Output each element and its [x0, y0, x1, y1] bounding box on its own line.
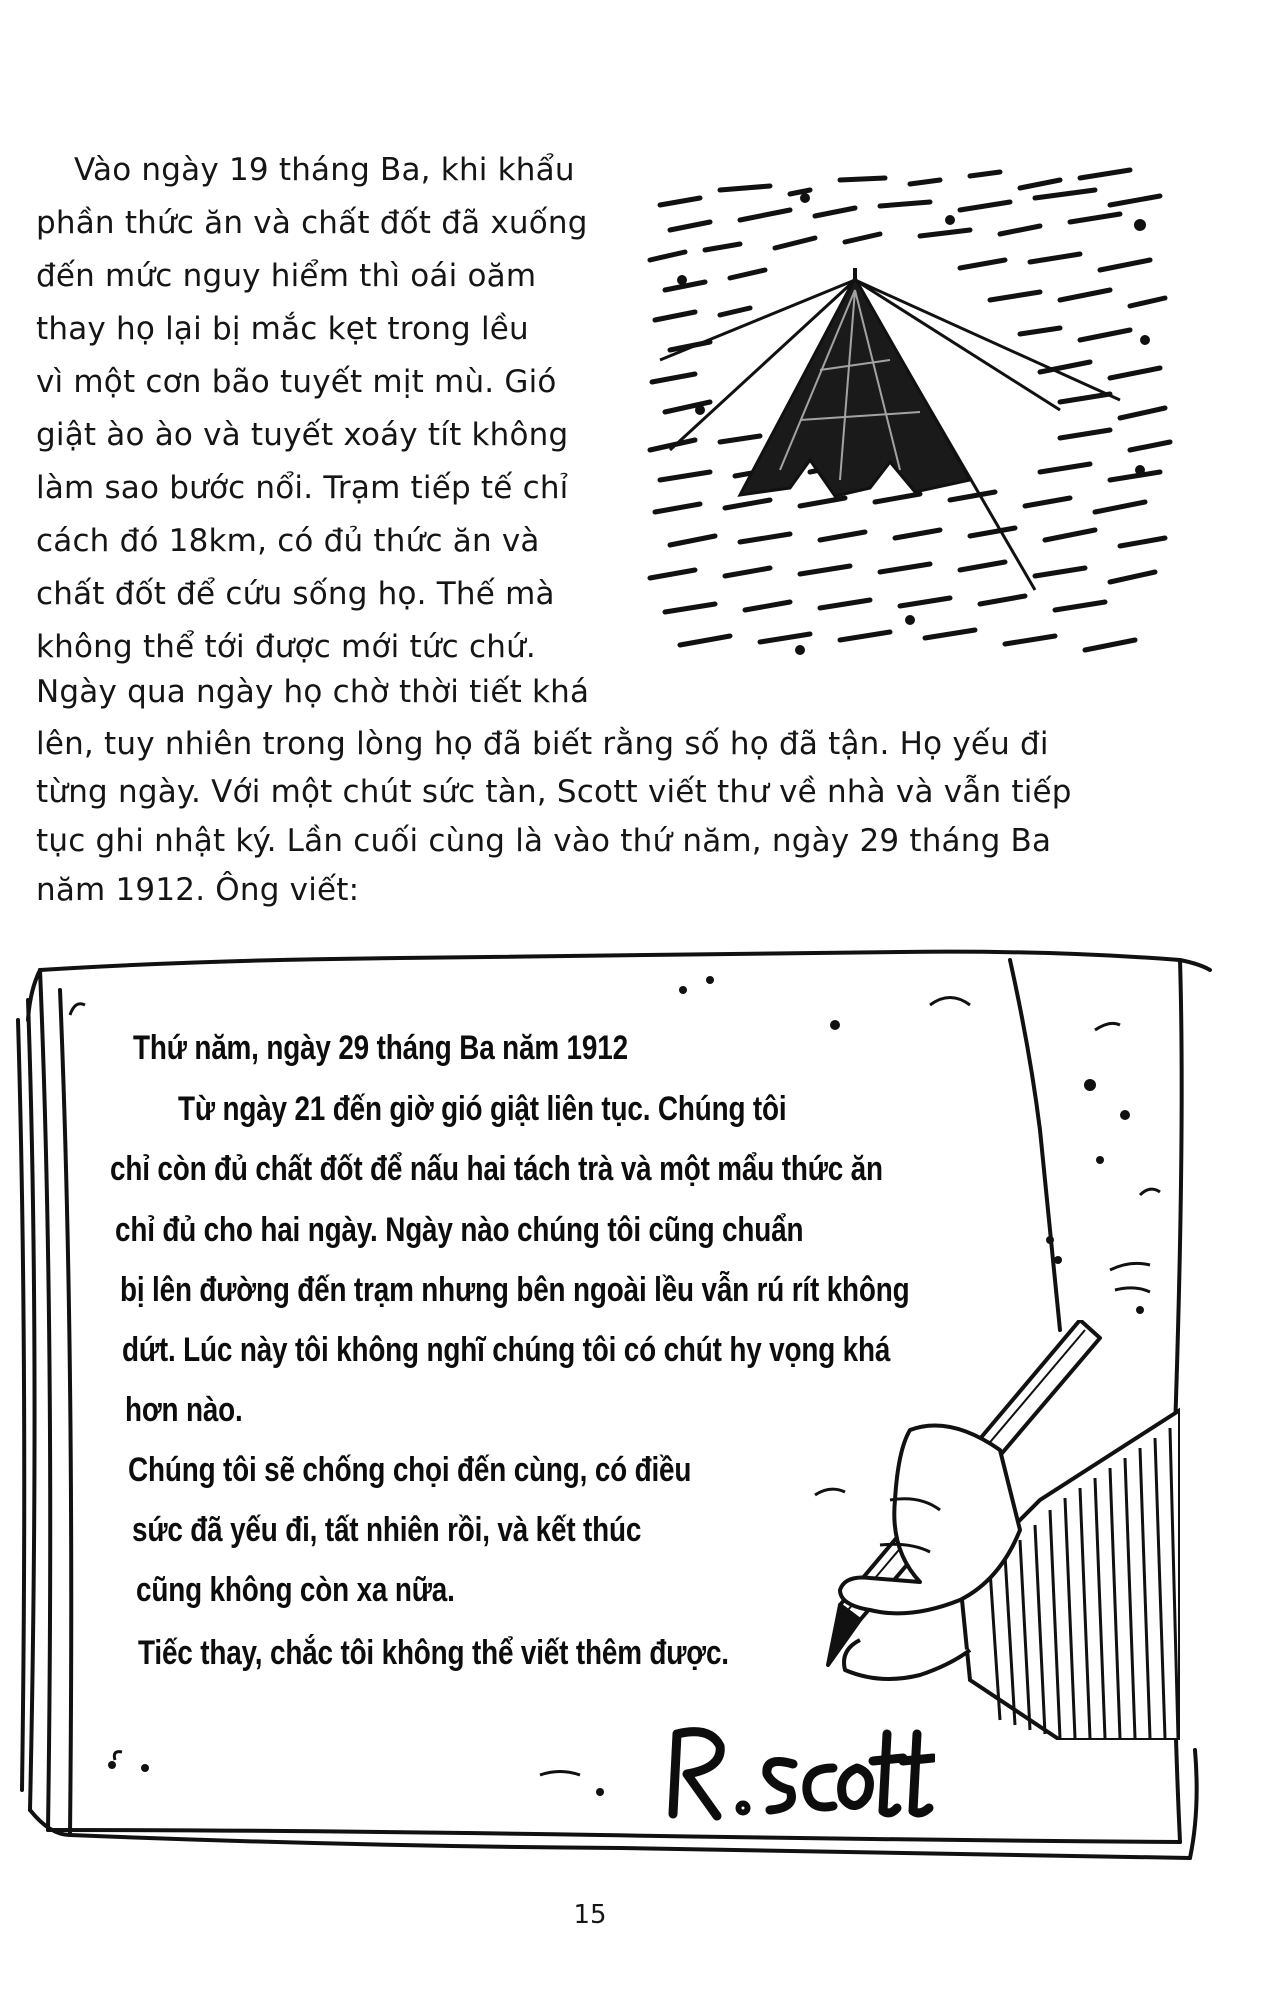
diary-line: Từ ngày 21 đến giờ gió giật liên tục. Chúng tôi: [178, 1090, 787, 1128]
paragraph-line: giật ào ào và tuyết xoáy tít không: [36, 417, 569, 453]
paragraph-line: tục ghi nhật ký. Lần cuối cùng là vào thứ năm, ngày 29 tháng Ba: [36, 823, 1052, 859]
paragraph-line: làm sao bước nổi. Trạm tiếp tế chỉ: [36, 470, 569, 506]
paragraph-line: cách đó 18km, có đủ thức ăn và: [36, 523, 540, 559]
paragraph-line: lên, tuy nhiên trong lòng họ đã biết rằng số họ đã tận. Họ yếu đi: [36, 726, 1049, 762]
signature: [665, 1716, 935, 1826]
diary-line: sức đã yếu đi, tất nhiên rồi, và kết thúc: [132, 1511, 642, 1549]
paragraph-line: chất đốt để cứu sống họ. Thế mà: [36, 576, 555, 612]
hand-writing-with-pen-illustration: [800, 1320, 1180, 1740]
diary-line: chỉ còn đủ chất đốt để nấu hai tách trà và một mẩu thức ăn: [110, 1150, 883, 1188]
diary-line: cũng không còn xa nữa.: [136, 1571, 455, 1609]
page-number: 15: [573, 1900, 607, 1930]
paragraph-line: thay họ lại bị mắc kẹt trong lều: [36, 311, 529, 347]
paragraph-line: Vào ngày 19 tháng Ba, khi khẩu: [74, 152, 575, 188]
diary-date: Thứ năm, ngày 29 tháng Ba năm 1912: [133, 1029, 628, 1067]
tent-in-blizzard-illustration: [640, 150, 1180, 690]
diary-line: dứt. Lúc này tôi không nghĩ chúng tôi có chút hy vọng khá: [122, 1331, 891, 1369]
paragraph-line: đến mức nguy hiểm thì oái oăm: [36, 258, 537, 294]
diary-line: hơn nào.: [125, 1391, 243, 1429]
paragraph-line: từng ngày. Với một chút sức tàn, Scott viết thư về nhà và vẫn tiếp: [36, 774, 1072, 810]
diary-line: Tiếc thay, chắc tôi không thể viết thêm được.: [138, 1634, 729, 1672]
paragraph-line: phần thức ăn và chất đốt đã xuống: [36, 205, 588, 241]
diary-line: Chúng tôi sẽ chống chọi đến cùng, có điều: [128, 1451, 692, 1489]
paragraph-line: không thể tới được mới tức chứ.: [36, 629, 536, 665]
diary-line: bị lên đường đến trạm nhưng bên ngoài lều vẫn rú rít không: [120, 1271, 910, 1309]
paragraph-line: vì một cơn bão tuyết mịt mù. Gió: [36, 364, 557, 400]
paragraph-line: Ngày qua ngày họ chờ thời tiết khá: [36, 674, 590, 710]
diary-line: chỉ đủ cho hai ngày. Ngày nào chúng tôi cũng chuẩn: [115, 1211, 804, 1249]
paragraph-line: năm 1912. Ông viết:: [36, 872, 360, 908]
